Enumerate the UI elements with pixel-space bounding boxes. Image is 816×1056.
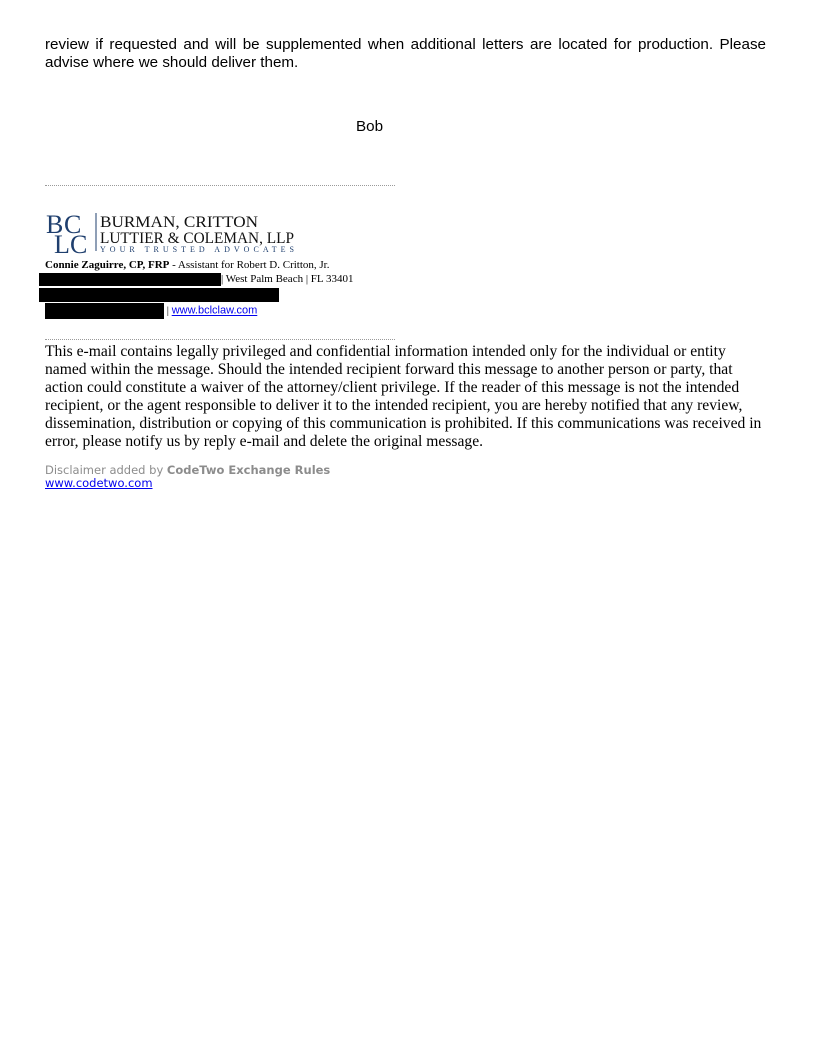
signature-name: Connie Zaguirre, CP, FRP: [45, 259, 170, 271]
firm-logo: [45, 211, 305, 255]
confidentiality-notice: This e-mail contains legally privileged and confidential information intended only for the individual or entity named within the message. Should the intended recipient forward this message to another person or party, that action could constitute a waiver of the attorney/client privilege. If the reader of this message is not the intended recipient, or the agent responsible to deliver it to the intended recipient, you are hereby notified that any review, dissemination, distribution or copying of this communication is prohibited. If this communications was received in error, please notify us by reply e-mail and delete the original message.: [45, 343, 762, 450]
signature-city-state: | West Palm Beach | FL 33401: [221, 273, 354, 286]
email-body-text: review if requested and will be supplemented when additional letters are located for production. Please advise where we should deliver them.: [45, 36, 766, 71]
disclaimer-product: CodeTwo Exchange Rules: [166, 463, 331, 477]
signature-bottom-divider: [45, 339, 395, 340]
logo-line1: BURMAN, CRITTON: [100, 214, 259, 231]
codetwo-link[interactable]: www.codetwo.com: [45, 476, 153, 490]
disclaimer-prefix: Disclaimer added by: [45, 463, 167, 477]
svg-text:C: C: [70, 230, 88, 255]
disclaimer-added-by: [45, 463, 330, 477]
logo-monogram-lc: L: [54, 230, 70, 255]
signature-address-line: [39, 273, 353, 286]
signature-name-line: [45, 259, 329, 271]
redacted-street-address: [39, 273, 221, 286]
logo-line2: LUTTIER & COLEMAN, LLP: [100, 230, 295, 247]
signature-separator: |: [164, 304, 172, 317]
svg-text:C: C: [64, 211, 82, 239]
firm-website-link[interactable]: www.bclclaw.com: [171, 304, 258, 317]
signature-top-divider: [45, 185, 395, 186]
redacted-email: [45, 303, 164, 319]
signature-phone-line: [39, 288, 279, 302]
signature-title: - Assistant for Robert D. Critton, Jr.: [169, 259, 330, 271]
logo-monogram-bc: B: [46, 211, 64, 239]
redacted-phone: [39, 288, 279, 302]
signature-contact-line: [45, 303, 257, 319]
signoff-name: Bob: [356, 118, 384, 135]
logo-tagline: YOUR TRUSTED ADVOCATES: [100, 245, 294, 254]
